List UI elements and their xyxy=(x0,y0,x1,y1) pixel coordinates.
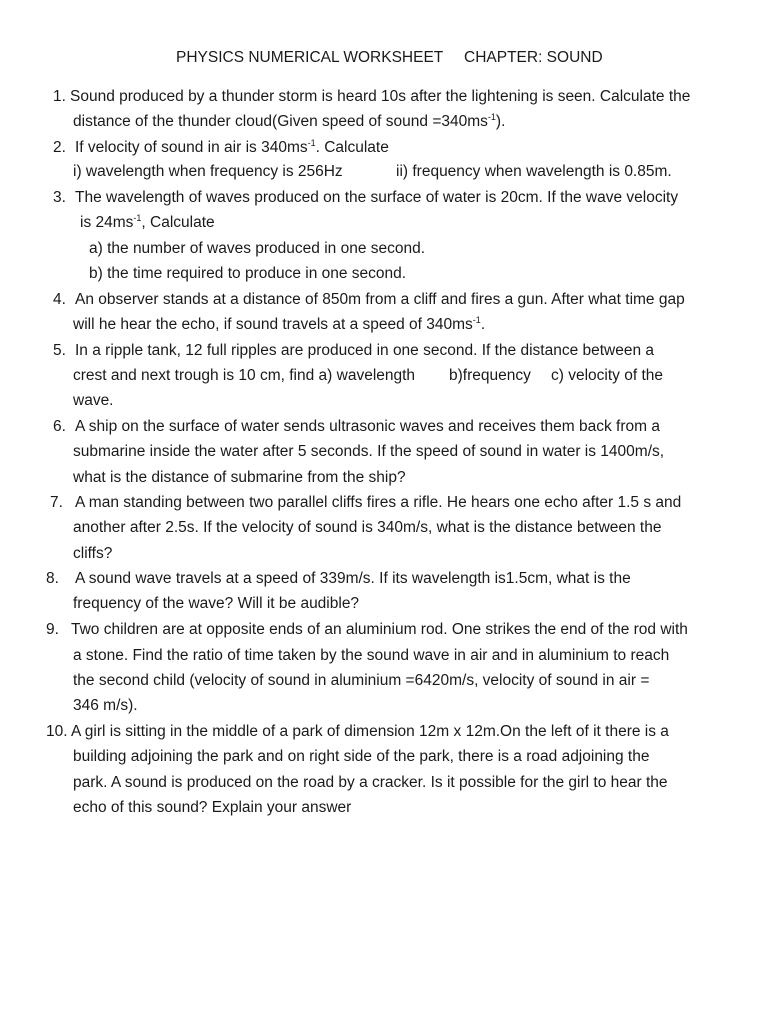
question-text-line: frequency of the wave? Will it be audible? xyxy=(73,595,360,612)
superscript: -1 xyxy=(133,212,142,223)
question-number: 4. xyxy=(53,291,66,308)
question-subpart: b) the time required to produce in one second. xyxy=(89,265,407,282)
worksheet-header xyxy=(0,49,768,69)
question-text-line: A girl is sitting in the middle of a park of dimension 12m x 12m.On the left of it there is a xyxy=(71,723,669,740)
question-number: 6. xyxy=(53,418,66,435)
question-text-line: A sound wave travels at a speed of 339m/s. If its wavelength is1.5cm, what is the xyxy=(75,570,631,587)
question-text-line: a stone. Find the ratio of time taken by the sound wave in air and in aluminium to reach xyxy=(73,647,670,664)
chapter-label: CHAPTER: SOUND xyxy=(464,49,603,66)
question-number: 2. xyxy=(53,139,66,156)
question-text-line: 346 m/s). xyxy=(73,697,138,714)
question-text-line: crest and next trough is 10 cm, find a) wavelength xyxy=(73,367,416,384)
question-number: 8. xyxy=(46,570,59,587)
question-number: 10. xyxy=(46,723,68,740)
question-text-line: Sound produced by a thunder storm is heard 10s after the lightening is seen. Calculate the xyxy=(70,88,691,105)
question-number: 9. xyxy=(46,621,59,638)
question-text-line: A ship on the surface of water sends ultrasonic waves and receives them back from a xyxy=(75,418,660,435)
question-text-line: the second child (velocity of sound in aluminium =6420m/s, velocity of sound in air = xyxy=(73,672,650,689)
question-subpart: c) velocity of the xyxy=(551,367,663,384)
question-text-line: A man standing between two parallel cliffs fires a rifle. He hears one echo after 1.5 s and xyxy=(75,494,682,511)
question-number: 1. xyxy=(53,88,66,105)
question-text-line: building adjoining the park and on right side of the park, there is a road adjoining the xyxy=(73,748,650,765)
question-number: 5. xyxy=(53,342,66,359)
question-text-line: In a ripple tank, 12 full ripples are produced in one second. If the distance between a xyxy=(75,342,655,359)
question-text-line: If velocity of sound in air is $340ms^{-1}$. Calculate xyxy=(75,137,389,156)
question-text-line: another after 2.5s. If the velocity of sound is 340m/s, what is the distance between the xyxy=(73,519,662,536)
question-number: 7. xyxy=(50,494,63,511)
question-subpart: b)frequency xyxy=(449,367,531,384)
question-text-line: wave. xyxy=(73,392,114,409)
question-text-line: is $24ms^{-1}$, Calculate xyxy=(80,212,215,231)
question-text-line: cliffs? xyxy=(73,545,113,562)
question-text-line: distance of the thunder cloud(Given speed of sound $=340ms^{-1}$). xyxy=(73,111,506,130)
question-subpart: a) the number of waves produced in one second. xyxy=(89,240,426,257)
question-text-line: what is the distance of submarine from the ship? xyxy=(73,469,406,486)
question-text-line: submarine inside the water after 5 seconds. If the speed of sound in water is 1400m/s, xyxy=(73,443,665,460)
question-text-line: will he hear the echo, if sound travels at a speed of $340ms^{-1}$. xyxy=(73,314,486,333)
question-text-line: park. A sound is produced on the road by a cracker. Is it possible for the girl to hear the xyxy=(73,774,668,791)
question-number: 3. xyxy=(53,189,66,206)
superscript: -1 xyxy=(307,137,316,148)
question-text-line: An observer stands at a distance of 850m from a cliff and fires a gun. After what time gap xyxy=(75,291,685,308)
question-subpart: ii) frequency when wavelength is 0.85m. xyxy=(396,163,672,180)
superscript: -1 xyxy=(472,314,481,325)
question-text-line: echo of this sound? Explain your answer xyxy=(73,799,352,816)
worksheet-title: PHYSICS NUMERICAL WORKSHEET xyxy=(176,49,444,66)
question-text-line: The wavelength of waves produced on the surface of water is 20cm. If the wave velocity xyxy=(75,189,679,206)
question-text-line: Two children are at opposite ends of an aluminium rod. One strikes the end of the rod with xyxy=(71,621,688,638)
superscript: -1 xyxy=(487,111,496,122)
question-subpart: i) wavelength when frequency is 256Hz xyxy=(73,163,343,180)
